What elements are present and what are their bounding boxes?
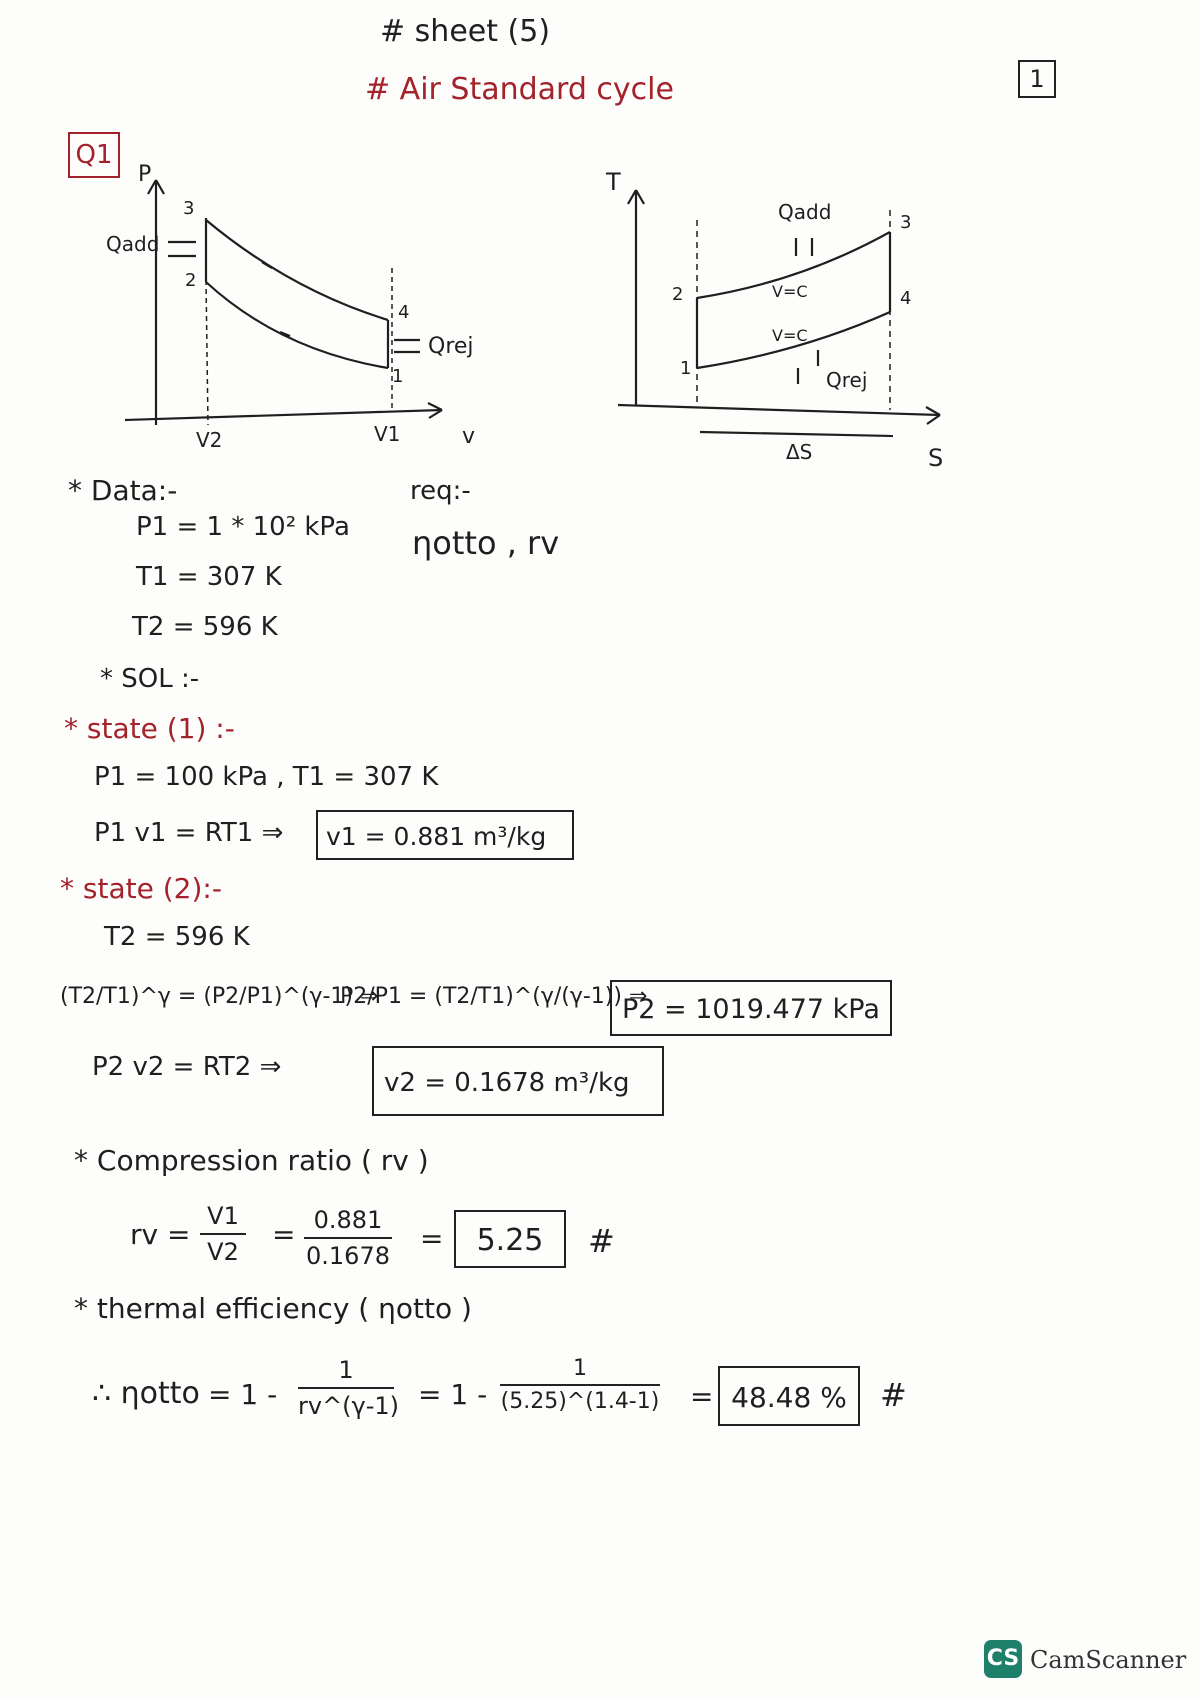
thermal-eta: ∴ ηotto	[92, 1376, 200, 1411]
state2-isentropic-lhs: (T2/T1)^γ = (P2/P1)^(γ-1) ⇒	[60, 984, 379, 1009]
ts-state-3-label: 3	[900, 212, 912, 233]
data-heading: * Data:-	[68, 474, 178, 507]
pv-qrej-label: Qrej	[428, 334, 474, 359]
pv-y-arrow-right	[156, 180, 164, 194]
state2-line3: P2 v2 = RT2 ⇒	[92, 1052, 282, 1082]
ts-state-1-label: 1	[680, 358, 692, 379]
pv-qadd-label: Qadd	[106, 232, 160, 256]
pv-tick-v1: V1	[374, 422, 401, 446]
fraction-bar	[304, 1237, 392, 1239]
diagrams-svg	[0, 0, 1200, 500]
pv-ylabel: P	[138, 162, 152, 187]
thermal-num-2: 1	[573, 1356, 587, 1381]
sol-heading: * SOL :-	[100, 664, 200, 694]
thermal-num-1: 1	[338, 1356, 354, 1384]
compression-num: 0.881	[313, 1206, 383, 1234]
state2-line1: T2 = 596 K	[104, 922, 250, 952]
camscanner-brand: CamScanner	[1030, 1646, 1187, 1674]
ts-ylabel: T	[606, 168, 621, 196]
compression-v1: V1	[207, 1202, 239, 1230]
req-values: ηotto , rv	[412, 524, 560, 562]
thermal-heading: * thermal efficiency ( ηotto )	[74, 1292, 472, 1325]
thermal-hash: #	[880, 1376, 907, 1414]
thermal-den-2: (5.25)^(1.4-1)	[500, 1389, 660, 1414]
thermal-eq3: =	[690, 1380, 714, 1413]
state2-isentropic-mid: P2/P1 = (T2/T1)^(γ/(γ-1)) ⇒	[340, 984, 648, 1009]
sheet-title: # sheet (5)	[380, 14, 551, 49]
ts-vc-top-label: V=C	[772, 282, 808, 301]
state1-heading: * state (1) :-	[64, 712, 235, 745]
ts-xlabel: S	[928, 444, 944, 472]
ts-qrej-label: Qrej	[826, 368, 868, 392]
thermal-one-minus: = 1 -	[208, 1378, 278, 1411]
page-number: 1	[1018, 60, 1056, 98]
ts-diagram	[618, 190, 940, 436]
question-label: Q1	[68, 132, 120, 178]
pv-tick-v2: V2	[196, 428, 223, 452]
data-p1: P1 = 1 * 10² kPa	[136, 512, 350, 542]
fraction-bar	[298, 1387, 394, 1389]
ts-state-4-label: 4	[900, 288, 912, 309]
thermal-fraction-1	[298, 1356, 400, 1420]
pv-x-arrow-top	[428, 403, 442, 410]
pv-state-3-label: 3	[183, 198, 195, 219]
thermal-eq2: = 1 -	[418, 1378, 488, 1411]
ts-delta-s-line	[700, 432, 893, 436]
ts-qadd-label: Qadd	[778, 200, 832, 224]
compression-rv: rv =	[130, 1218, 191, 1251]
ts-delta-s-label: ΔS	[786, 440, 813, 464]
compression-result: 5.25	[454, 1210, 566, 1268]
pv-v2-dashed	[206, 280, 208, 425]
cycle-title: # Air Standard cycle	[365, 72, 674, 107]
data-t2: T2 = 596 K	[132, 612, 278, 642]
fraction-bar	[500, 1384, 660, 1386]
compression-value-fraction	[304, 1206, 392, 1270]
compression-heading: * Compression ratio ( rv )	[74, 1144, 429, 1177]
data-t1: T1 = 307 K	[136, 562, 282, 592]
state2-v2-result: v2 = 0.1678 m³/kg	[372, 1046, 664, 1116]
compression-den: 0.1678	[306, 1242, 390, 1270]
pv-arrow-expansion	[262, 262, 272, 268]
pv-state-2-label: 2	[185, 270, 197, 291]
compression-equals-1: =	[272, 1218, 296, 1251]
state2-p2-result: P2 = 1019.477 kPa	[610, 980, 892, 1036]
pv-process-1-2	[206, 282, 388, 368]
pv-diagram	[125, 180, 442, 425]
pv-state-4-label: 4	[398, 302, 410, 323]
state1-line1: P1 = 100 kPa , T1 = 307 K	[94, 762, 439, 792]
compression-v2: V2	[207, 1238, 239, 1266]
ts-y-arrow-left	[628, 190, 636, 204]
compression-equals-2: =	[420, 1222, 444, 1255]
ts-y-arrow-right	[636, 190, 644, 204]
pv-x-axis	[125, 410, 442, 420]
pv-state-1-label: 1	[392, 366, 404, 387]
state1-line2: P1 v1 = RT1 ⇒	[94, 818, 284, 848]
compression-hash: #	[588, 1222, 615, 1260]
ts-state-2-label: 2	[672, 284, 684, 305]
ts-x-arrow-bottom	[927, 415, 940, 424]
thermal-den-1: rv^(γ-1)	[298, 1392, 400, 1420]
ts-vc-bottom-label: V=C	[772, 326, 808, 345]
compression-v1-over-v2	[200, 1202, 246, 1266]
camscanner-logo: CS	[984, 1640, 1022, 1678]
state1-v1-result: v1 = 0.881 m³/kg	[316, 810, 574, 860]
thermal-fraction-2	[500, 1356, 660, 1414]
fraction-bar	[200, 1233, 246, 1235]
state2-heading: * state (2):-	[60, 872, 222, 905]
req-heading: req:-	[410, 476, 471, 506]
thermal-result: 48.48 %	[718, 1366, 860, 1426]
pv-xlabel: v	[462, 424, 476, 449]
ts-x-axis	[618, 405, 940, 415]
